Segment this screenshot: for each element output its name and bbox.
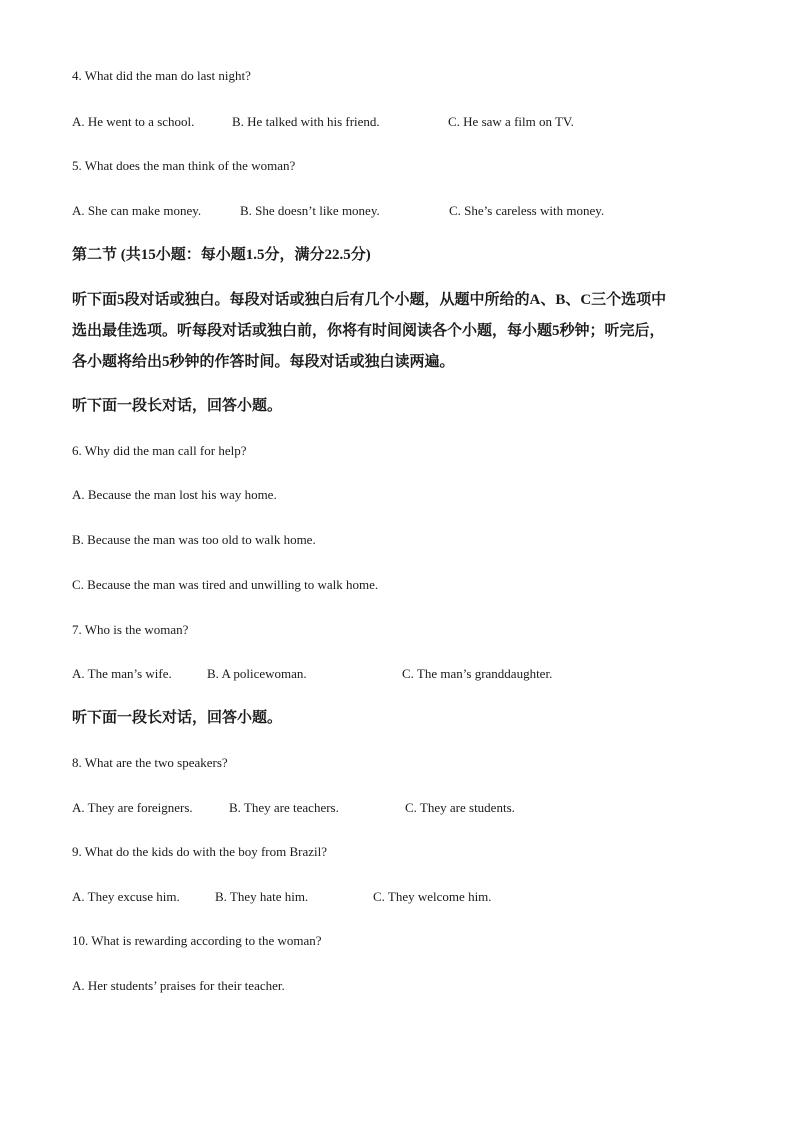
q10-option-a: A. Her students’ praises for their teacher. xyxy=(72,978,285,993)
q5-option-a: A. She can make money. xyxy=(72,203,202,218)
q7-option-b: B. A policewoman. xyxy=(207,666,307,681)
q8-option-a: A. They are foreigners. xyxy=(72,800,193,815)
q9-option-a: A. They excuse him. xyxy=(72,889,180,904)
q9-option-c: C. They welcome him. xyxy=(373,889,492,904)
q8-option-c: C. They are students. xyxy=(405,800,515,815)
q5-option-c: C. She’s careless with money. xyxy=(449,203,605,218)
q6-option-c: C. Because the man was tired and unwilling to walk home. xyxy=(72,577,379,592)
dialog-prompt-2: 听下面一段长对话，回答小题。 xyxy=(72,710,283,726)
q9-option-b: B. They hate him. xyxy=(215,889,309,904)
q8-option-b: B. They are teachers. xyxy=(229,800,339,815)
q4-option-a: A. He went to a school. xyxy=(72,114,195,129)
q6-option-b: B. Because the man was too old to walk home. xyxy=(72,532,316,547)
question-6: 6. Why did the man call for help? xyxy=(72,443,247,458)
section-2-instructions-line-3: 各小题将给出5秒钟的作答时间。每段对话或独白读两遍。 xyxy=(72,354,455,370)
q6-option-a: A. Because the man lost his way home. xyxy=(72,487,277,502)
section-2-heading: 第二节 (共15小题：每小题1.5分，满分22.5分) xyxy=(72,247,371,263)
question-4: 4. What did the man do last night? xyxy=(72,68,251,83)
section-2-instructions-line-2: 选出最佳选项。听每段对话或独白前，你将有时间阅读各个小题，每小题5秒钟；听完后， xyxy=(72,323,665,339)
question-9: 9. What do the kids do with the boy from Brazil? xyxy=(72,844,328,859)
question-8: 8. What are the two speakers? xyxy=(72,755,228,770)
q5-option-b: B. She doesn’t like money. xyxy=(240,203,380,218)
q7-option-a: A. The man’s wife. xyxy=(72,666,172,681)
dialog-prompt-1: 听下面一段长对话，回答小题。 xyxy=(72,398,283,414)
q4-option-c: C. He saw a film on TV. xyxy=(448,114,574,129)
question-10: 10. What is rewarding according to the woman? xyxy=(72,933,322,948)
section-2-instructions-line-1: 听下面5段对话或独白。每段对话或独白后有几个小题，从题中所给的A、B、C三个选项中 xyxy=(72,292,667,308)
q4-option-b: B. He talked with his friend. xyxy=(232,114,380,129)
q7-option-c: C. The man’s granddaughter. xyxy=(402,666,553,681)
question-5: 5. What does the man think of the woman? xyxy=(72,158,296,173)
question-7: 7. Who is the woman? xyxy=(72,622,189,637)
